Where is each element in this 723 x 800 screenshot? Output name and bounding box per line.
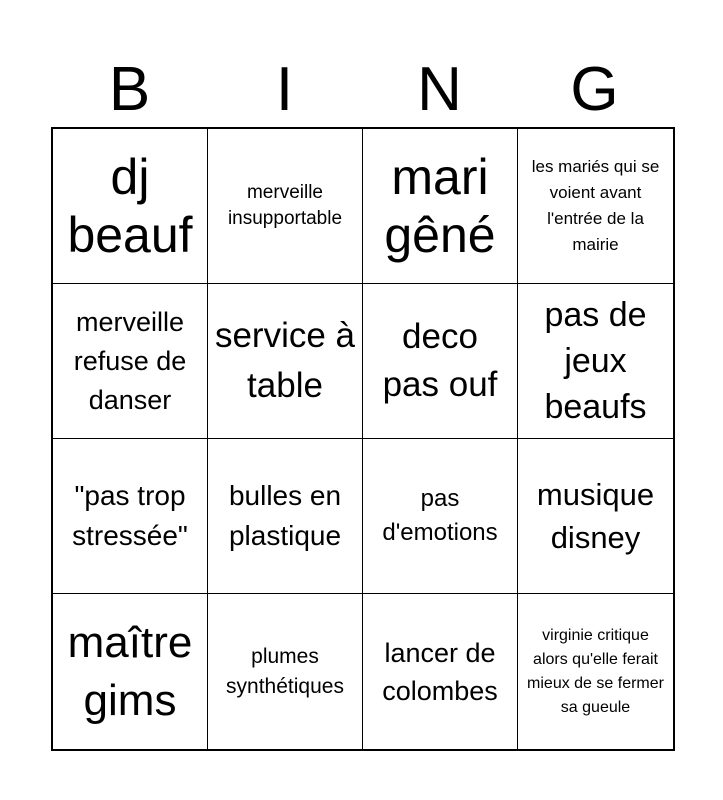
bingo-cell-r0-c1[interactable] <box>208 129 363 284</box>
header-letter-i: I <box>275 55 294 124</box>
bingo-cell-r1-c1[interactable] <box>208 284 363 439</box>
header-letter-n: N <box>417 55 462 124</box>
bingo-cell-text: lancer de colombes <box>382 637 498 706</box>
bingo-cell-r3-c3[interactable] <box>518 594 673 749</box>
bingo-cell-r2-c1[interactable] <box>208 439 363 594</box>
bingo-cell-text: pas d'emotions <box>382 485 498 546</box>
bingo-cell-text: merveille insupportable <box>227 182 343 229</box>
bingo-cell-r3-c2[interactable] <box>363 594 518 749</box>
bingo-header <box>52 52 672 128</box>
bingo-cell-text: service à table <box>214 316 356 405</box>
bingo-cell-text: virginie critique alors qu'elle ferait mieux de se fermer sa gueule <box>527 626 664 716</box>
bingo-cell-text: plumes synthétiques <box>226 644 344 698</box>
bingo-cell-text: bulles en plastique <box>228 480 342 551</box>
bingo-cell-r3-c0[interactable] <box>53 594 208 749</box>
bingo-cell-r0-c2[interactable] <box>363 129 518 284</box>
bingo-cell-text: "pas trop stressée" <box>72 480 188 551</box>
bingo-cell-r1-c0[interactable] <box>53 284 208 439</box>
bingo-cell-r1-c2[interactable] <box>363 284 518 439</box>
bingo-cell-r2-c0[interactable] <box>53 439 208 594</box>
bingo-cell-text: deco pas ouf <box>382 317 498 404</box>
bingo-cell-r0-c3[interactable] <box>518 129 673 284</box>
bingo-cell-text: mari gêné <box>384 149 496 263</box>
bingo-cell-r2-c3[interactable] <box>518 439 673 594</box>
bingo-cell-r2-c2[interactable] <box>363 439 518 594</box>
header-letter-g: G <box>570 55 619 124</box>
bingo-cell-text: les mariés qui se voient avant l'entrée de la mairie <box>531 157 660 254</box>
bingo-cell-r3-c1[interactable] <box>208 594 363 749</box>
bingo-cell-text: musique disney <box>536 477 655 555</box>
bingo-cell-text: pas de jeux beaufs <box>544 296 647 426</box>
bingo-board <box>51 127 675 751</box>
bingo-cell-r1-c3[interactable] <box>518 284 673 439</box>
bingo-cell-r0-c0[interactable] <box>53 129 208 284</box>
bingo-cell-text: dj beauf <box>67 149 193 263</box>
bingo-cell-text: maître gims <box>67 617 193 725</box>
bingo-cell-text: merveille refuse de danser <box>73 306 187 415</box>
header-letter-b: B <box>108 55 151 124</box>
